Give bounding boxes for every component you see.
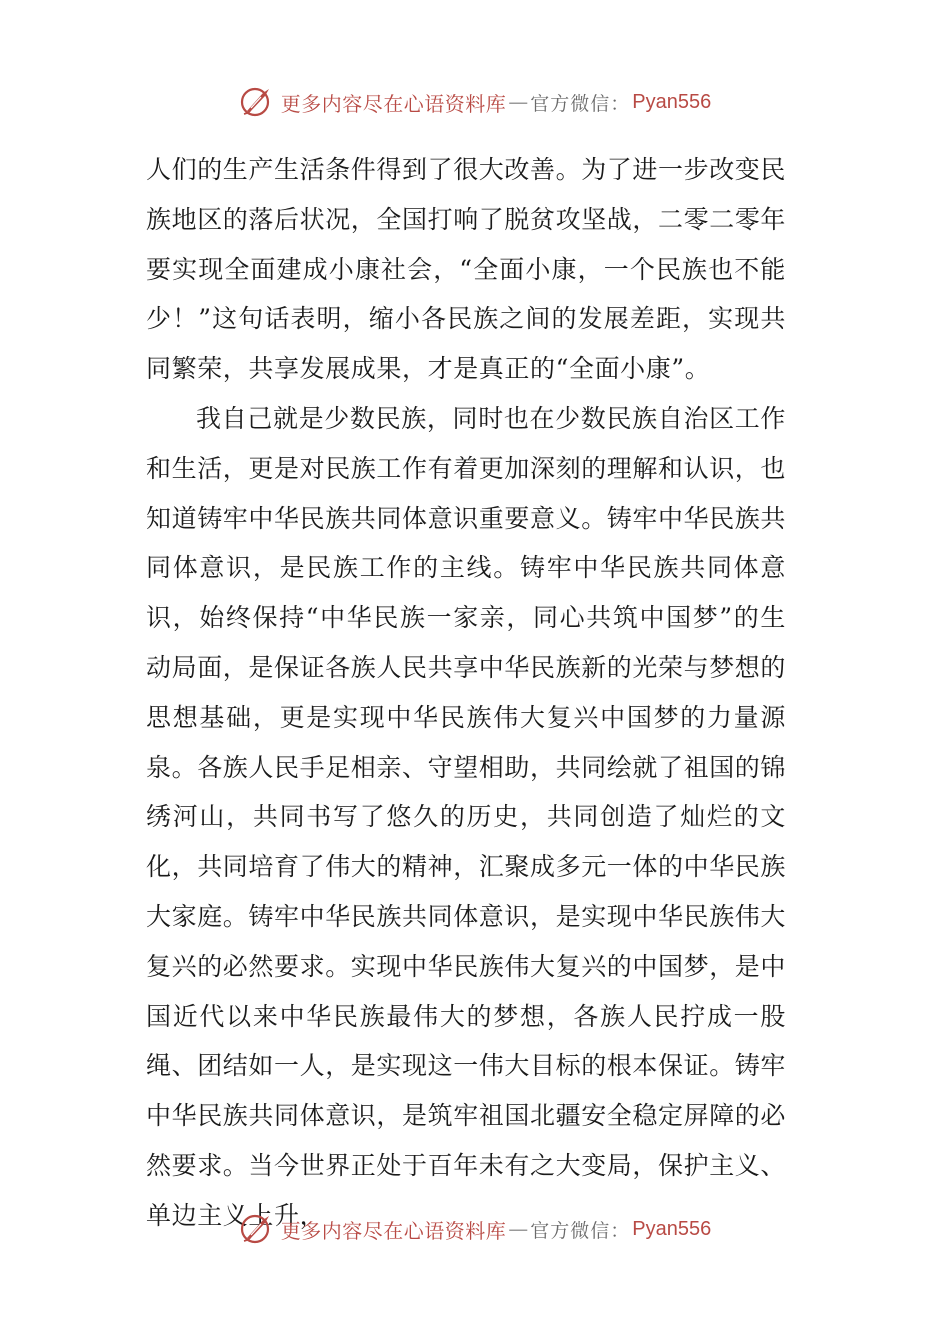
quill-logo-icon bbox=[239, 1211, 275, 1247]
banner-main-text: 更多内容尽在心语资料库 bbox=[280, 91, 507, 116]
banner-main-text: 更多内容尽在心语资料库 bbox=[280, 1218, 507, 1243]
footer-banner bbox=[0, 1209, 950, 1249]
quill-logo-icon bbox=[239, 84, 275, 120]
banner-official-label: 官方微信： bbox=[530, 92, 631, 115]
banner-wechat-id: Pyan556 bbox=[632, 1217, 712, 1240]
banner-official-label: 官方微信： bbox=[530, 1219, 631, 1242]
banner-dash: — bbox=[508, 90, 529, 114]
paragraph-1: 人们的生产生活条件得到了很大改善。为了进一步改变民族地区的落后状况，全国打响了脱贫攻坚战，二零二零年要实现全面建成小康社会，“全面小康，一个民族也不能少！”这句话表明，缩小各民族之间的发展差距，实现共同繁荣，共享发展成果，才是真正的“全面小康”。 bbox=[146, 155, 787, 384]
header-banner bbox=[0, 82, 950, 122]
paragraph-2: 我自己就是少数民族，同时也在少数民族自治区工作和生活，更是对民族工作有着更加深刻的理解和认识，也知道铸牢中华民族共同体意识重要意义。铸牢中华民族共同体意识，是民族工作的主线。铸牢中华民族共同体意识，始终保持“中华民族一家亲，同心共筑中国梦”的生动局面，是保证各族人民共享中华民族新的光荣与梦想的思想基础，更是实现中华民族伟大复兴中国梦的力量源泉。各族人民手足相亲、守望相助，共同绘就了祖国的锦绣河山，共同书写了悠久的历史，共同创造了灿烂的文化，共同培育了伟大的精神，汇聚成多元一体的中华民族大家庭。铸牢中华民族共同体意识，是实现中华民族伟大复兴的必然要求。实现中华民族伟大复兴的中国梦，是中国近代以来中华民族最伟大的梦想，各族人民拧成一股绳、团结如一人，是实现这一伟大目标的根本保证。铸牢中华民族共同体意识，是筑牢祖国北疆安全稳定屏障的必然要求。当今世界正处于百年未有之大变局，保护主义、单边主义上升， bbox=[146, 403, 787, 1230]
banner-dash: — bbox=[508, 1217, 529, 1241]
document-body bbox=[146, 145, 786, 1241]
banner-wechat-id: Pyan556 bbox=[632, 90, 712, 113]
